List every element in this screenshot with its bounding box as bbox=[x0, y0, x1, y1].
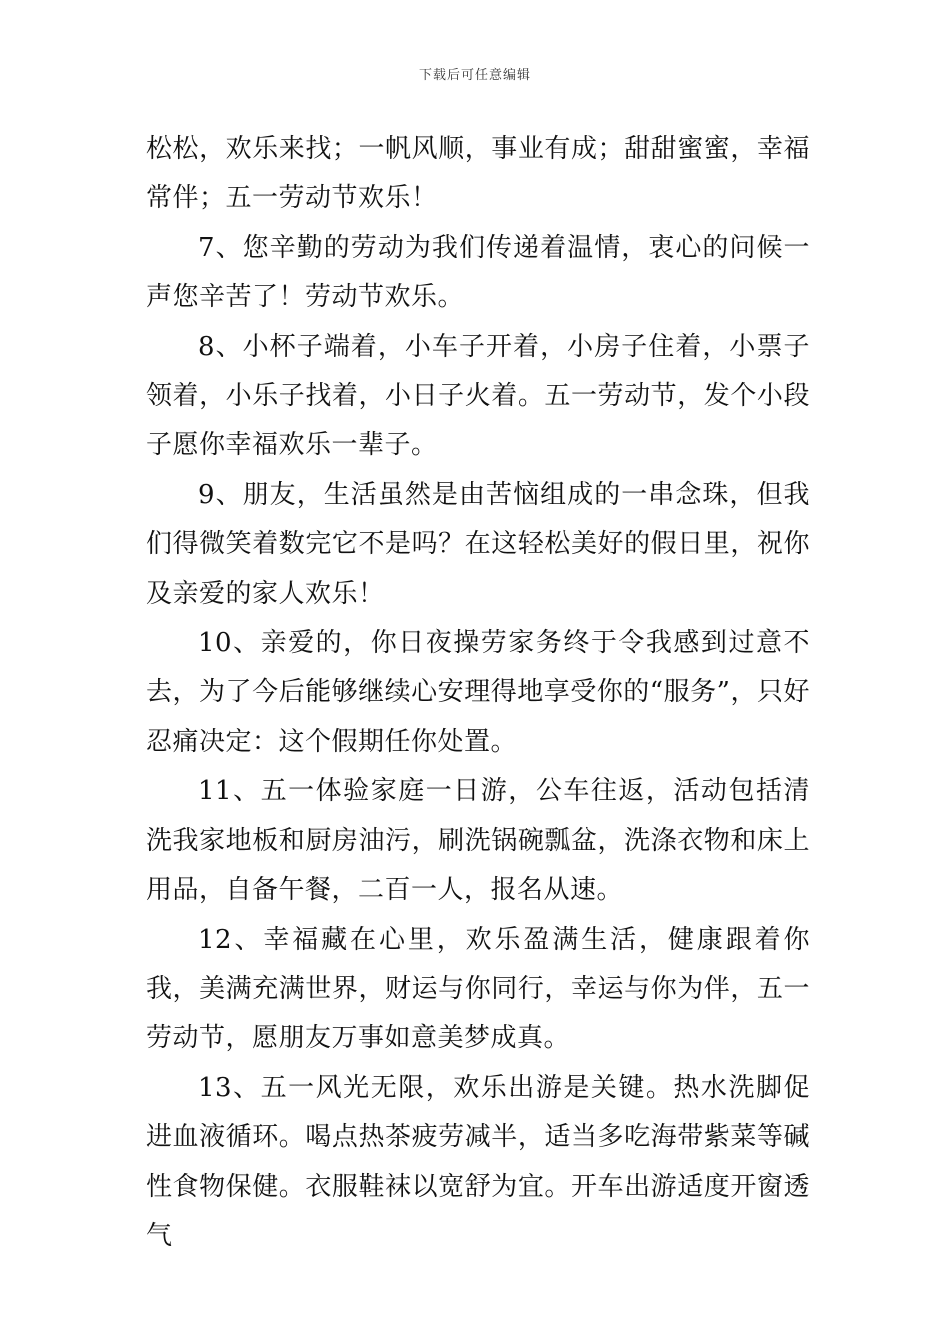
paragraph-item-11: 11、五一体验家庭一日游，公车往返，活动包括清洗我家地板和厨房油污，刷洗锅碗瓢盆，洗涤衣物和床上用品，自备午餐，二百一人，报名从速。 bbox=[146, 776, 810, 906]
paragraph-item-10: 10、亲爱的，你日夜操劳家务终于令我感到过意不去，为了今后能够继续心安理得地享受你的“服务”，只好忍痛决定：这个假期任你处置。 bbox=[146, 628, 810, 757]
paragraph-item-13: 13、五一风光无限，欢乐出游是关键。热水洗脚促进血液循环。喝点热茶疲劳减半，适当多吃海带紫菜等碱性食物保健。衣服鞋袜以宽舒为宜。开车出游适度开窗透气 bbox=[146, 1072, 810, 1251]
paragraph-item-12: 12、幸福藏在心里，欢乐盈满生活，健康跟着你我，美满充满世界，财运与你同行，幸运与你为伴，五一劳动节，愿朋友万事如意美梦成真。 bbox=[146, 924, 810, 1054]
paragraph-continuation: 松松，欢乐来找；一帆风顺，事业有成；甜甜蜜蜜，幸福常伴；五一劳动节欢乐！ bbox=[146, 134, 810, 214]
paragraph-item-8: 8、小杯子端着，小车子开着，小房子住着，小票子领着，小乐子找着，小日子火着。五一劳动节，发个小段子愿你幸福欢乐一辈子。 bbox=[146, 331, 810, 461]
page-header: 下载后可任意编辑 bbox=[418, 68, 531, 83]
paragraph-item-7: 7、您辛勤的劳动为我们传递着温情，衷心的问候一声您辛苦了！劳动节欢乐。 bbox=[146, 232, 810, 313]
document-body bbox=[146, 125, 810, 1261]
paragraph-item-9: 9、朋友，生活虽然是由苦恼组成的一串念珠，但我们得微笑着数完它不是吗？在这轻松美好的假日里，祝你及亲爱的家人欢乐！ bbox=[146, 479, 810, 609]
